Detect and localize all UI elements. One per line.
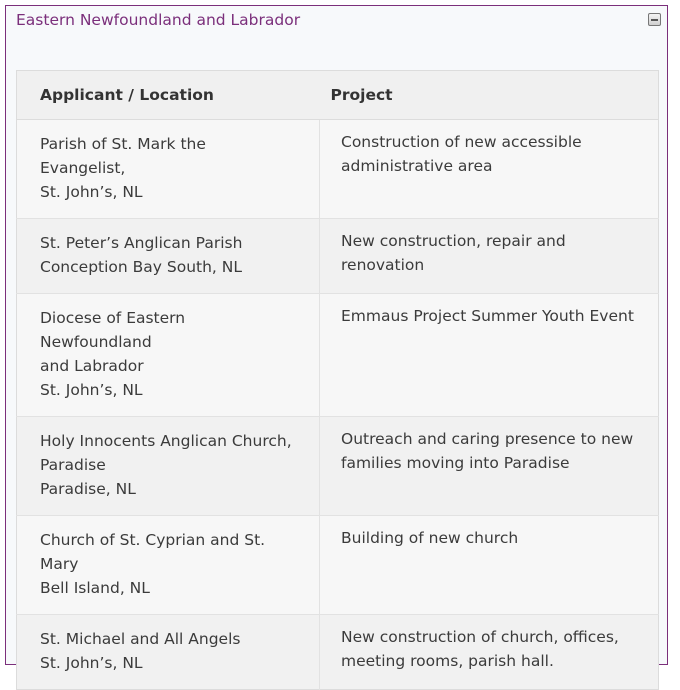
panel-title[interactable]: Eastern Newfoundland and Labrador <box>16 11 301 29</box>
project-line: Building of new church <box>341 529 519 547</box>
project-line: Emmaus Project Summer Youth Event <box>341 307 634 325</box>
project-line: New construction of church, offices, <box>341 628 619 646</box>
applicant-line: Church of St. Cyprian and St. Mary <box>40 531 266 573</box>
project-cell <box>320 615 659 690</box>
applicant-cell <box>17 219 320 294</box>
project-cell <box>320 417 659 516</box>
applicant-cell <box>17 417 320 516</box>
project-cell <box>320 516 659 615</box>
table-header-row <box>17 71 659 120</box>
grants-table <box>16 70 659 690</box>
applicant-line: St. John’s, NL <box>40 183 143 201</box>
applicant-line: St. Peter’s Anglican Parish <box>40 234 243 252</box>
project-line: Outreach and caring presence to new <box>341 430 634 448</box>
project-cell <box>320 219 659 294</box>
table-row <box>17 294 659 417</box>
table-row <box>17 417 659 516</box>
collapsible-panel <box>5 5 668 672</box>
project-cell <box>320 120 659 219</box>
applicant-line: Diocese of Eastern Newfoundland <box>40 309 186 351</box>
project-line: meeting rooms, parish hall. <box>341 652 554 670</box>
applicant-cell <box>17 294 320 417</box>
applicant-line: Holy Innocents Anglican Church, <box>40 432 292 450</box>
project-line: families moving into Paradise <box>341 454 570 472</box>
applicant-cell <box>17 516 320 615</box>
table-row <box>17 615 659 690</box>
header-applicant: Applicant / Location <box>17 71 320 120</box>
project-cell <box>320 294 659 417</box>
table-row <box>17 516 659 615</box>
applicant-line: Paradise <box>40 456 106 474</box>
project-line: administrative area <box>341 157 493 175</box>
applicant-line: and Labrador <box>40 357 144 375</box>
applicant-line: Paradise, NL <box>40 480 136 498</box>
applicant-cell <box>17 615 320 690</box>
applicant-line: St. John’s, NL <box>40 381 143 399</box>
applicant-cell <box>17 120 320 219</box>
collapse-minus-icon[interactable] <box>648 13 661 26</box>
applicant-line: Conception Bay South, NL <box>40 258 243 276</box>
header-project: Project <box>320 71 659 120</box>
applicant-line: Bell Island, NL <box>40 579 150 597</box>
applicant-line: Parish of St. Mark the Evangelist, <box>40 135 206 177</box>
table-row <box>17 120 659 219</box>
project-line: New construction, repair and renovation <box>341 232 566 274</box>
table-row <box>17 219 659 294</box>
applicant-line: St. Michael and All Angels <box>40 630 241 648</box>
project-line: Construction of new accessible <box>341 133 582 151</box>
applicant-line: St. John’s, NL <box>40 654 143 672</box>
